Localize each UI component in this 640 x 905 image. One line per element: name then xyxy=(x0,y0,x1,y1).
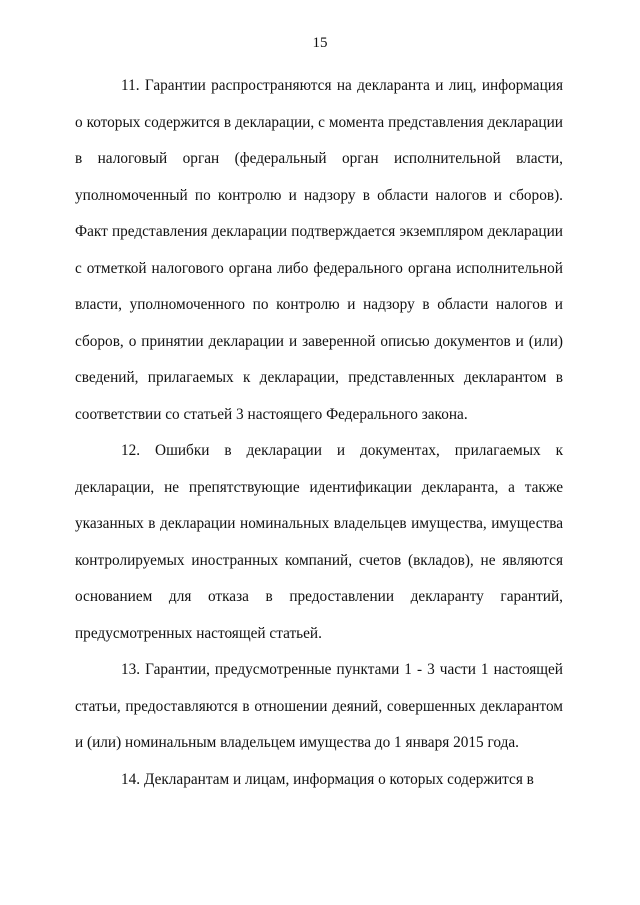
document-body xyxy=(75,68,563,798)
paragraph-13: 13. Гарантии, предусмотренные пунктами 1 - 3 части 1 настоящей статьи, предоставляются в отношении деяний, совершенных декларантом и (или) номинальным владельцем имущества до 1 января 2015 года. xyxy=(75,661,563,751)
paragraph-11: 11. Гарантии распространяются на декларанта и лиц, информация о которых содержится в декларации, с момента представления декларации в налоговый орган (федеральный орган исполнительной власти, уполномоченный по контролю и надзору в области налогов и сборов). Факт представления декларации подтверждается экземпляром декларации с отметкой налогового органа либо федерального органа исполнительной власти, уполномоченного по контролю и надзору в области налогов и сборов, о принятии декларации и заверенной описью документов и (или) сведений, прилагаемых к декларации, представленных декларантом в соответствии со статьей 3 настоящего Федерального закона. xyxy=(75,77,563,423)
paragraph-12: 12. Ошибки в декларации и документах, прилагаемых к декларации, не препятствующие идентификации декларанта, а также указанных в декларации номинальных владельцев имущества, имущества контролируемых иностранных компаний, счетов (вкладов), не являются основанием для отказа в предоставлении декларанту гарантий, предусмотренных настоящей статьей. xyxy=(75,442,563,642)
paragraph-14: 14. Декларантам и лицам, информация о которых содержится в xyxy=(121,770,534,788)
page-number: 15 xyxy=(312,35,328,51)
